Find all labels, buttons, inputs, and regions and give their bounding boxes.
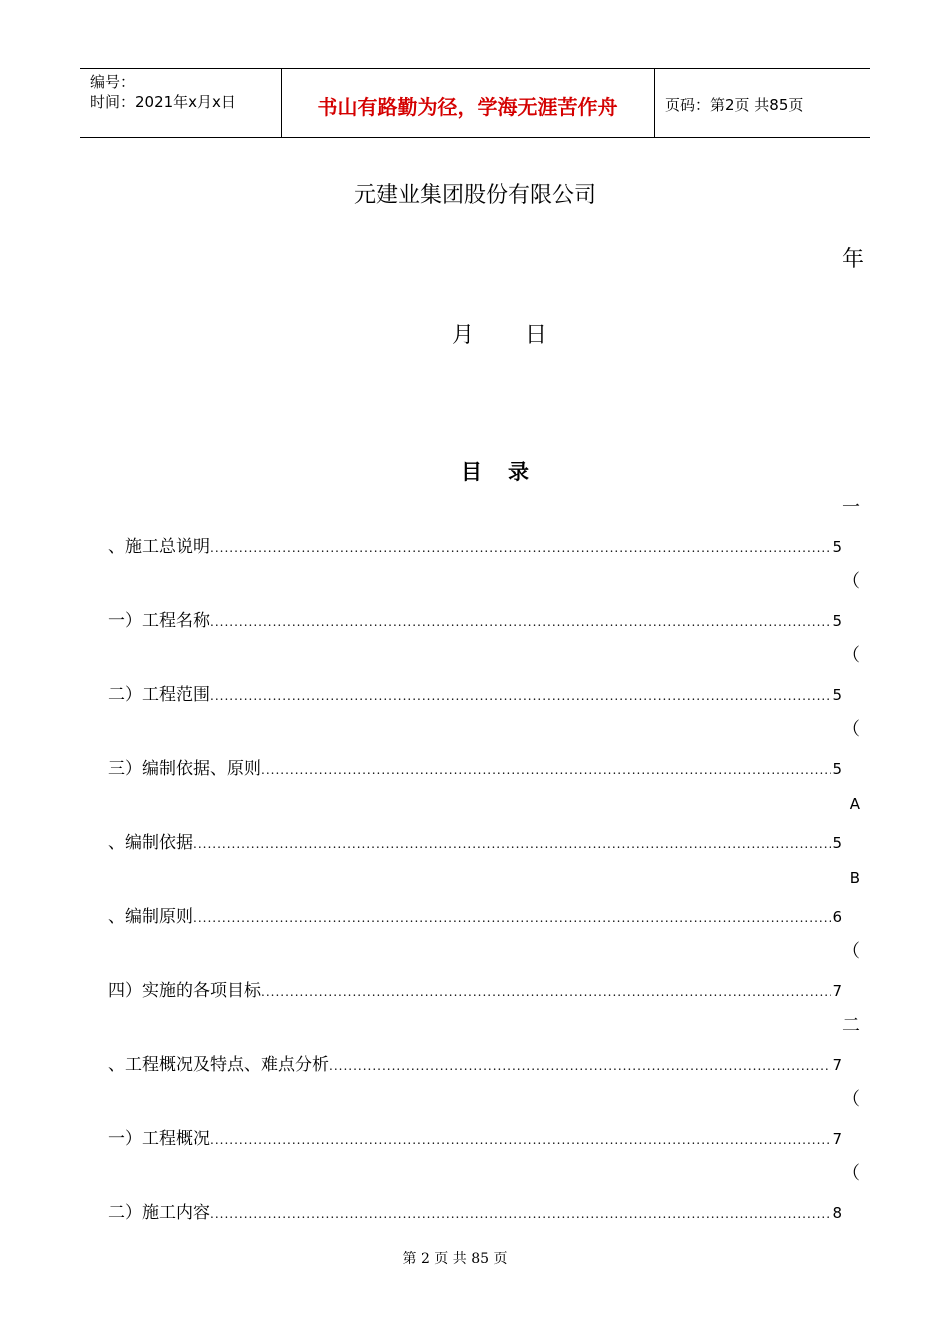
toc-entry-row[interactable] xyxy=(108,1128,842,1151)
toc-entry-title: 四）实施的各项目标 xyxy=(108,981,261,1001)
header-table xyxy=(80,68,870,138)
toc-entry[interactable] xyxy=(108,794,864,868)
toc-leader-dots xyxy=(210,611,831,633)
date-year: 年 xyxy=(842,247,865,272)
toc-entry-lead: 一 xyxy=(842,497,860,518)
toc-leader-dots xyxy=(210,1203,831,1225)
toc-entry-page: 8 xyxy=(832,1204,842,1222)
toc-leader-dots xyxy=(210,1129,831,1151)
toc-entry-row[interactable] xyxy=(108,906,842,929)
toc-entry-title: 一）工程名称 xyxy=(108,611,210,631)
header-page-cell xyxy=(655,69,870,137)
toc-entry-lead: A xyxy=(849,795,860,813)
toc-entry[interactable] xyxy=(108,1164,864,1238)
toc-entry-lead: （ xyxy=(842,645,860,666)
toc-entry-title: 、工程概况及特点、难点分析 xyxy=(108,1055,329,1075)
toc-title-char: 目 xyxy=(461,459,482,484)
page-footer: 第 2 页 共 85 页 xyxy=(402,1251,508,1267)
toc-entry-page: 6 xyxy=(832,908,842,926)
date-day: 日 xyxy=(525,323,548,348)
toc-entry-lead: （ xyxy=(842,941,860,962)
toc-entry[interactable] xyxy=(108,1016,864,1090)
toc-entry[interactable] xyxy=(108,1090,864,1164)
toc-entry-title: 二）工程范围 xyxy=(108,685,210,705)
toc-entry-lead: B xyxy=(849,869,860,887)
toc-leader-dots xyxy=(261,759,831,781)
toc-entry-row[interactable] xyxy=(108,758,842,781)
toc-entry-title: 、编制依据 xyxy=(108,833,193,853)
toc-entry[interactable] xyxy=(108,646,864,720)
toc-leader-dots xyxy=(210,537,831,559)
toc-leader-dots xyxy=(210,685,831,707)
toc-entry-title: 三）编制依据、原则 xyxy=(108,759,261,779)
header-motto-cell xyxy=(281,69,655,137)
toc-entry-page: 5 xyxy=(832,538,842,556)
toc-entry[interactable] xyxy=(108,942,864,1016)
toc-title-char: 录 xyxy=(508,459,529,484)
toc-entry-lead: （ xyxy=(842,1089,860,1110)
toc-entry[interactable] xyxy=(108,720,864,794)
header-info-cell xyxy=(80,69,282,137)
toc-title xyxy=(0,456,950,486)
toc-entry-row[interactable] xyxy=(108,610,842,633)
time-label: 时间：2021年x月x日 xyxy=(90,93,236,111)
code-label: 编号： xyxy=(90,73,136,91)
toc-entry-lead: 二 xyxy=(842,1015,860,1036)
toc-entry-page: 7 xyxy=(832,1130,842,1148)
company-name: 元建业集团股份有限公司 xyxy=(353,183,596,208)
toc-entry-title: 二）施工内容 xyxy=(108,1203,210,1223)
toc-entry[interactable] xyxy=(108,498,864,572)
toc-entry-row[interactable] xyxy=(108,1054,842,1077)
toc-entry-page: 5 xyxy=(832,834,842,852)
toc-entry-row[interactable] xyxy=(108,832,842,855)
toc-entry-row[interactable] xyxy=(108,684,842,707)
toc-entry-row[interactable] xyxy=(108,1202,842,1225)
toc-entry-page: 7 xyxy=(832,982,842,1000)
toc-entry-page: 5 xyxy=(832,686,842,704)
page-info: 页码：第2页 共85页 xyxy=(665,96,804,114)
toc-entry-page: 5 xyxy=(832,612,842,630)
toc-entry[interactable] xyxy=(108,868,864,942)
toc-entry-row[interactable] xyxy=(108,536,842,559)
toc-entry-lead: （ xyxy=(842,1163,860,1184)
toc-leader-dots xyxy=(193,907,831,929)
toc-entry-title: 、施工总说明 xyxy=(108,537,210,557)
toc-entry-lead: （ xyxy=(842,719,860,740)
toc-entry-title: 、编制原则 xyxy=(108,907,193,927)
toc-leader-dots xyxy=(261,981,831,1003)
toc-entry-page: 5 xyxy=(832,760,842,778)
toc-entry[interactable] xyxy=(108,572,864,646)
toc-entry-lead: （ xyxy=(842,571,860,592)
toc-entry-row[interactable] xyxy=(108,980,842,1003)
toc-entry-title: 一）工程概况 xyxy=(108,1129,210,1149)
date-month: 月 xyxy=(452,323,475,348)
toc-leader-dots xyxy=(329,1055,831,1077)
toc-entry-page: 7 xyxy=(832,1056,842,1074)
toc-leader-dots xyxy=(193,833,831,855)
motto: 书山有路勤为径，学海无涯苦作舟 xyxy=(317,95,618,119)
table-of-contents xyxy=(108,498,864,1238)
